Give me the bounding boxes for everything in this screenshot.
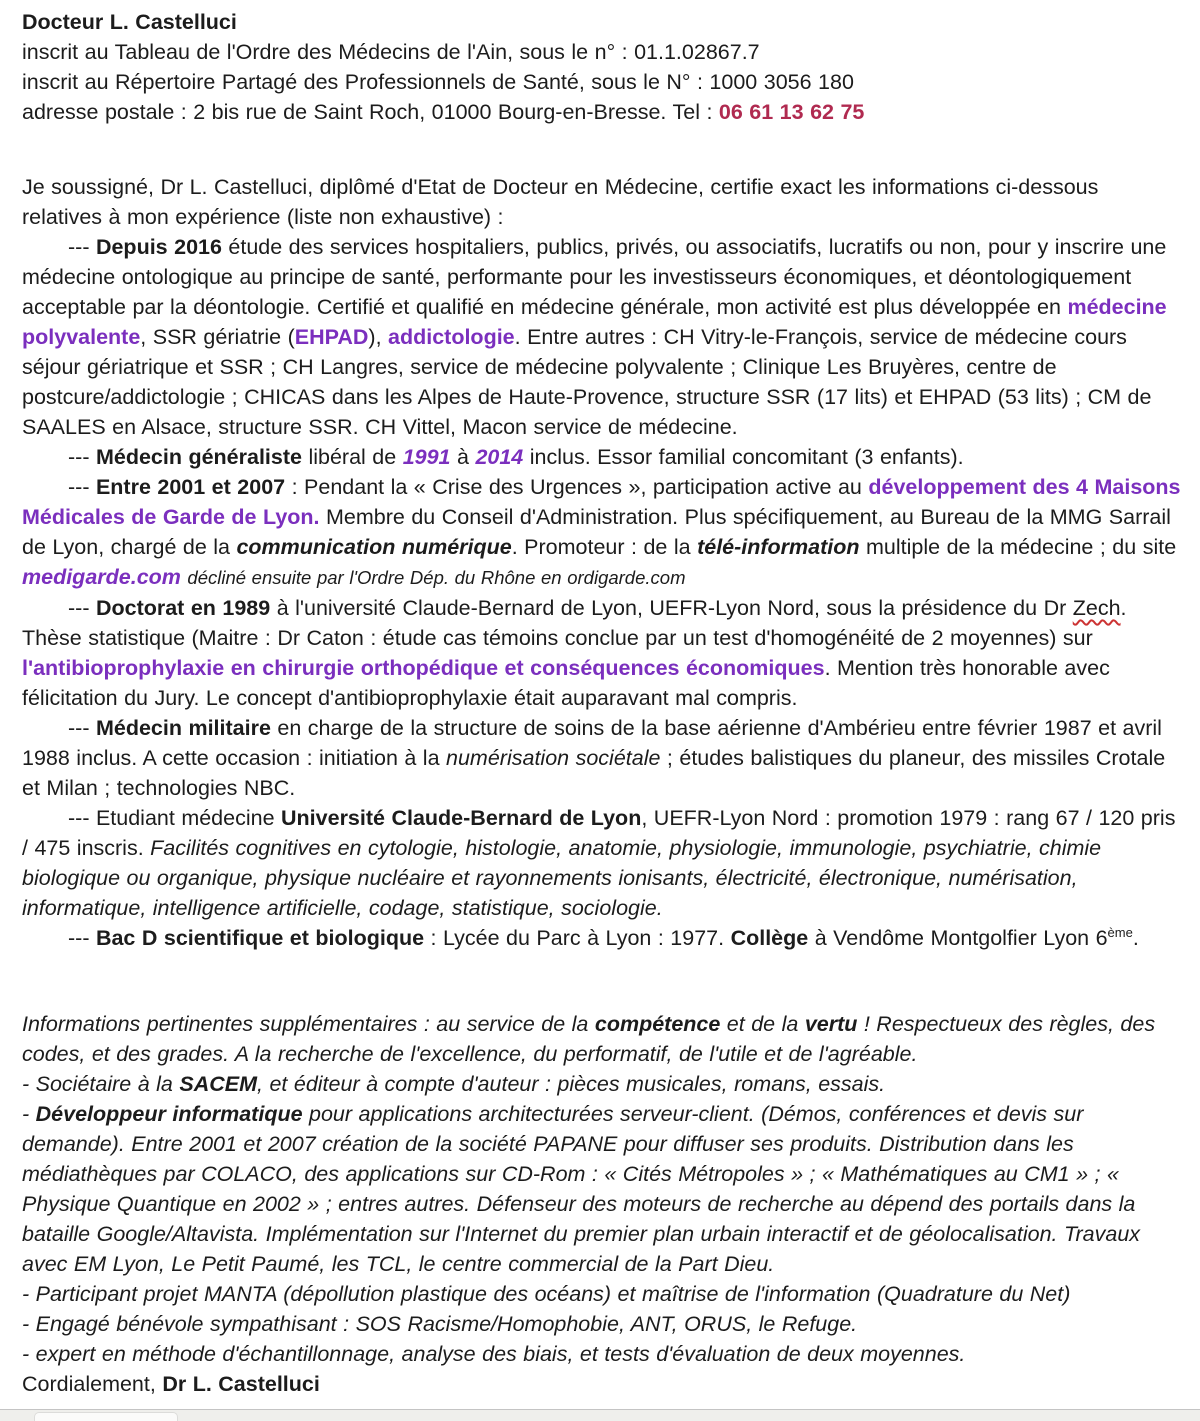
text-run-bi: communication numérique bbox=[236, 535, 512, 559]
text-run-i: Facilités cognitives en cytologie, histologie, anatomie, physiologie, immunologie, psychiatrie, chimie biologique ou organique, physique nucléaire et rayonnements ionisants, électricité, électronique, numérisation, informatique, intelligence artificielle, codage, statistique, sociologie. bbox=[22, 836, 1102, 920]
text-run-r: , UEFR-Lyon Nord : promotion 1979 : rang 67 / 120 pris / 475 inscris. bbox=[22, 806, 1176, 860]
text-run-r: . Promoteur : de la bbox=[511, 535, 698, 559]
text-run-b: Bac D scientifique et biologique bbox=[95, 926, 425, 950]
text-run-i: numérisation sociétale bbox=[446, 746, 661, 770]
text-run-r: libéral de bbox=[301, 445, 403, 469]
info-expert bbox=[22, 1339, 1182, 1369]
text-run-i: , et éditeur à compte d'auteur : pièces musicales, romans, essais. bbox=[257, 1072, 886, 1096]
text-run-b: Dr L. Castelluci bbox=[162, 1372, 320, 1396]
text-run-i: Informations pertinentes supplémentaires : au service de la bbox=[22, 1012, 595, 1036]
signature-line bbox=[22, 1369, 1182, 1399]
experience-2001-2007 bbox=[22, 472, 1182, 593]
text-run-b: Collège bbox=[730, 926, 809, 950]
text-run-r: , SSR gériatrie ( bbox=[140, 325, 295, 349]
text-run-r: . Thèse statistique (Maitre : Dr Caton : étude cas témoins conclue par un test d'homogénéité de 2 moyennes) sur bbox=[22, 596, 1127, 650]
text-run-pb: développement des 4 Maisons Médicales de Garde de Lyon. bbox=[22, 475, 1181, 529]
text-run-i: - Sociétaire à la bbox=[22, 1072, 180, 1096]
experience-depuis-2016 bbox=[22, 232, 1182, 442]
text-run-b: Médecin militaire bbox=[95, 716, 271, 740]
text-run-r: . bbox=[1132, 926, 1139, 950]
text-run-pb: médecine polyvalente bbox=[22, 295, 1167, 349]
text-run-pbi: medigarde.com bbox=[22, 565, 181, 589]
text-run-pbi: 2014 bbox=[475, 445, 524, 469]
text-run-bi: Développeur informatique bbox=[35, 1102, 303, 1126]
text-run-r: ), bbox=[368, 325, 389, 349]
text-run-r: adresse postale : 2 bis rue de Saint Roch, 01000 Bourg-en-Bresse. Tel : bbox=[22, 100, 719, 124]
text-run-r: à Vendôme Montgolfier Lyon 6 bbox=[808, 926, 1108, 950]
info-manta bbox=[22, 1279, 1182, 1309]
text-run-bi: compétence bbox=[594, 1012, 721, 1036]
info-sacem bbox=[22, 1069, 1182, 1099]
text-run-b: Docteur L. Castelluci bbox=[22, 10, 237, 34]
text-run-i: - Engagé bénévole sympathisant : SOS Racisme/Homophobie, ANT, ORUS, le Refuge. bbox=[22, 1312, 858, 1336]
info-competence bbox=[22, 1009, 1182, 1069]
text-run-r: --- bbox=[68, 716, 96, 740]
text-run-r: --- bbox=[68, 235, 96, 259]
experience-bac bbox=[22, 923, 1182, 953]
text-run-b: Médecin généraliste bbox=[95, 445, 302, 469]
window-bottom-edge bbox=[0, 1409, 1200, 1421]
registration-line-ordre bbox=[22, 37, 1182, 67]
text-run-i: pour applications architecturées serveur-client. (Démos, conférences et devis sur demande). Entre 2001 et 2007 création de la société PAPANE pour diffuser ses produits. Distribution dans les médiathèques par COLACO, des applications sur CD-Rom : « Cités Métropoles » ; « Mathématiques au CM1 » ; « Physique Quantique en 2002 » ; entres autres. Défenseur des moteurs de recherche au dépend des portails dans la bataille Google/Altavista. Implémentation sur l'Internet du premier plan urbain interactif et de géolocalisation. Travaux avec EM Lyon, Le Petit Paumé, les TCL, le centre commercial de la Part Dieu. bbox=[22, 1102, 1141, 1276]
text-run-r: --- bbox=[68, 445, 96, 469]
text-run-sup: ème bbox=[1107, 924, 1133, 940]
text-run-r: Membre du Conseil d'Administration. Plus spécifiquement, au Bureau de la MMG Sarrail de Lyon, chargé de la bbox=[22, 505, 1171, 559]
text-run-b: Entre 2001 et 2007 bbox=[95, 475, 286, 499]
experience-generaliste bbox=[22, 442, 1182, 472]
text-run-r: . Entre autres : CH Vitry-le-François, service de médecine cours séjour gériatrique et SSR ; CH Langres, service de médecine polyvalente ; Clinique Les Bruyères, centre de postcure/addictologie ; CHICAS dans les Alpes de Haute-Provence, structure SSR (17 lits) et EHPAD (53 lits) ; CM de SAALES en Alsace, structure SSR. CH Vittel, Macon service de médecine. bbox=[22, 325, 1152, 439]
text-run-bi: télé-information bbox=[697, 535, 860, 559]
text-run-pbi: 1991 bbox=[402, 445, 451, 469]
text-run-r: étude des services hospitaliers, publics, privés, ou associatifs, lucratifs ou non, pour y inscrire une médecine ontologique au principe de santé, performante pour les investisseurs économiques, et déontologiquement acceptable par la déontologie. Certifié et qualifié en médecine générale, mon activité est plus développée en bbox=[22, 235, 1167, 319]
spacer bbox=[22, 953, 1182, 1009]
address-line bbox=[22, 97, 1182, 127]
text-run-r: inscrit au Tableau de l'Ordre des Médecins de l'Ain, sous le n° : 01.1.02867.7 bbox=[22, 40, 760, 64]
text-run-r: : Lycée du Parc à Lyon : 1977. bbox=[424, 926, 731, 950]
text-run-r: à bbox=[450, 445, 476, 469]
text-run-r: inscrit au Répertoire Partagé des Professionnels de Santé, sous le N° : 1000 3056 180 bbox=[22, 70, 854, 94]
text-run-r: --- Etudiant médecine bbox=[68, 806, 282, 830]
info-benevole bbox=[22, 1309, 1182, 1339]
text-run-si: décliné ensuite par l'Ordre Dép. du Rhône en ordigarde.com bbox=[187, 567, 686, 588]
text-run-b: Doctorat en 1989 bbox=[95, 596, 271, 620]
text-run-r: à l'université Claude-Bernard de Lyon, UEFR-Lyon Nord, sous la présidence du Dr bbox=[270, 596, 1073, 620]
text-run-r: --- bbox=[68, 596, 96, 620]
text-run-redb: 06 61 13 62 75 bbox=[718, 100, 865, 124]
text-run-r: --- bbox=[68, 926, 96, 950]
text-run-i: - bbox=[22, 1102, 36, 1126]
text-run-pb: addictologie bbox=[388, 325, 515, 349]
text-run-pb: l'antibioprophylaxie en chirurgie orthopédique et conséquences économiques bbox=[22, 656, 825, 680]
text-run-r: multiple de la médecine ; du site bbox=[859, 535, 1177, 559]
text-run-r: inclus. Essor familial concomitant (3 enfants). bbox=[523, 445, 964, 469]
text-run-r: Je soussigné, Dr L. Castelluci, diplômé d'Etat de Docteur en Médecine, certifie exact les informations ci-dessous relatives à mon expérience (liste non exhaustive) : bbox=[22, 175, 1099, 229]
text-run-r: ; études balistiques du planeur, des missiles Crotale et Milan ; technologies NBC. bbox=[22, 746, 1166, 800]
text-run-sq: Zech bbox=[1072, 596, 1121, 620]
text-run-r: . Mention très honorable avec félicitation du Jury. Le concept d'antibioprophylaxie était auparavant mal compris. bbox=[22, 656, 1110, 710]
text-run-r: en charge de la structure de soins de la base aérienne d'Ambérieu entre février 1987 et avril 1988 inclus. A cette occasion : initiation à la bbox=[22, 716, 1162, 770]
text-run-r: Cordialement, bbox=[22, 1372, 163, 1396]
spacer bbox=[22, 127, 1182, 172]
text-run-r: --- bbox=[68, 475, 96, 499]
doc-title bbox=[22, 7, 1182, 37]
registration-line-rpps bbox=[22, 67, 1182, 97]
text-run-b: Depuis 2016 bbox=[95, 235, 222, 259]
experience-etudiant bbox=[22, 803, 1182, 923]
document-body bbox=[22, 7, 1182, 1399]
text-run-pb: EHPAD bbox=[294, 325, 369, 349]
text-run-i: - Participant projet MANTA (dépollution plastique des océans) et maîtrise de l'information (Quadrature du Net) bbox=[22, 1282, 1071, 1306]
intro-paragraph bbox=[22, 172, 1182, 232]
window-bottom-tab bbox=[34, 1412, 178, 1421]
experience-militaire bbox=[22, 713, 1182, 803]
text-run-bi: SACEM bbox=[179, 1072, 258, 1096]
text-run-r: : Pendant la « Crise des Urgences », participation active au bbox=[285, 475, 869, 499]
text-run-b: Université Claude-Bernard de Lyon bbox=[281, 806, 642, 830]
info-developpeur bbox=[22, 1099, 1182, 1279]
experience-doctorat bbox=[22, 593, 1182, 713]
text-run-bi: vertu bbox=[804, 1012, 858, 1036]
text-run-i: - expert en méthode d'échantillonnage, analyse des biais, et tests d'évaluation de deux moyennes. bbox=[22, 1342, 966, 1366]
text-run-i: et de la bbox=[720, 1012, 805, 1036]
text-run-i: ! Respectueux des règles, des codes, et des grades. A la recherche de l'excellence, du performatif, de l'utile et de l'agréable. bbox=[22, 1012, 1156, 1066]
